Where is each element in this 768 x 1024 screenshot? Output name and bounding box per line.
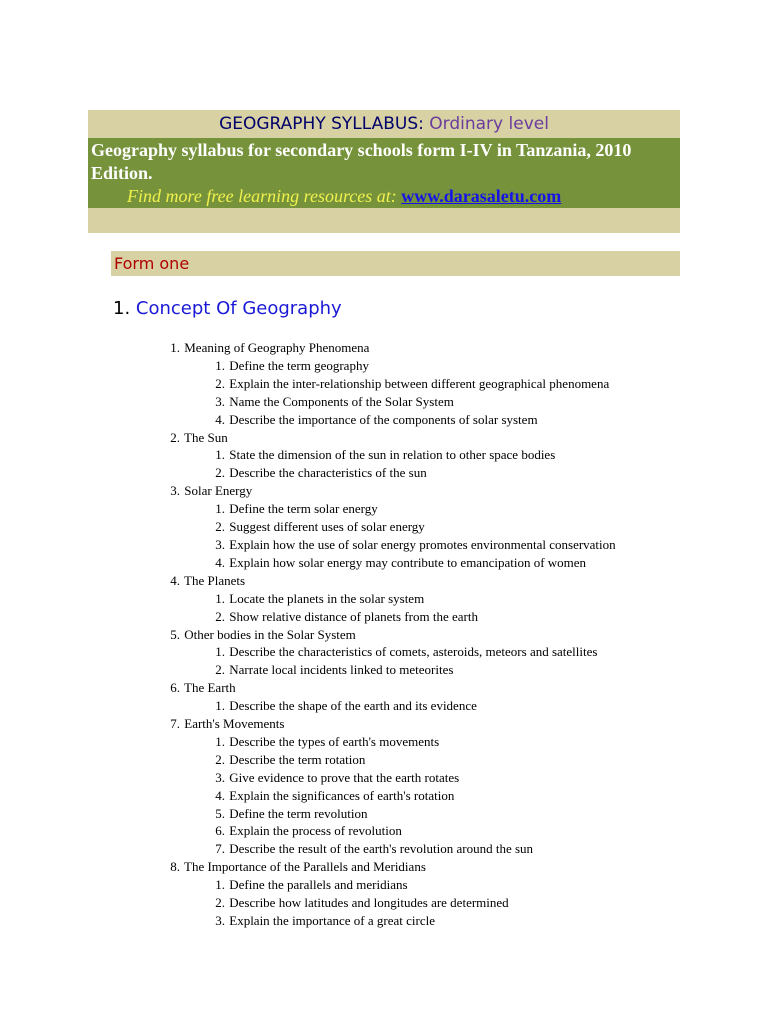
subtopic-item: [156, 894, 746, 912]
subtopic-number: 2.: [215, 608, 225, 624]
topic-number: 3.: [170, 483, 180, 499]
topic-number: 5.: [170, 626, 180, 642]
subtopic-number: 5.: [215, 805, 225, 821]
section-number: 1.: [113, 298, 131, 319]
subtitle-block: [88, 138, 680, 208]
topic-label: Solar Energy: [184, 483, 253, 499]
topic-item: [156, 429, 746, 447]
subtopic-number: 1.: [215, 698, 225, 714]
subtopic-item: [156, 500, 746, 518]
topic-number: 1.: [170, 340, 180, 355]
subtopic-number: 1.: [215, 501, 225, 517]
subtopic-item: [156, 840, 746, 858]
syllabus-subtitle: Geography syllabus for secondary schools form I-IV in Tanzania, 2010 Edition.: [91, 140, 632, 183]
subtopic-number: 2.: [215, 375, 225, 391]
subtopic-number: 2.: [215, 895, 225, 911]
syllabus-level: Ordinary level: [429, 114, 549, 134]
subtopic-number: 1.: [215, 357, 225, 373]
subtopic-label: Describe the types of earth's movements: [229, 733, 440, 749]
subtopic-item: [156, 643, 746, 661]
subtopic-item: [156, 661, 746, 679]
topic-number: 8.: [170, 859, 180, 875]
subtopic-item: [156, 751, 746, 769]
subtopic-label: Describe the importance of the components of solar system: [229, 411, 538, 427]
topic-item: [156, 626, 746, 644]
subtopic-item: [156, 393, 746, 411]
subtopic-item: [156, 554, 746, 572]
subtopic-label: Describe how latitudes and longitudes are determined: [229, 895, 509, 911]
subtopic-item: [156, 446, 746, 464]
subtopic-number: 4.: [215, 787, 225, 803]
subtopic-label: Describe the shape of the earth and its evidence: [229, 698, 477, 714]
darasaletu-link[interactable]: www.darasaletu.com: [401, 186, 562, 206]
subtopic-item: [156, 733, 746, 751]
subtopic-label: Suggest different uses of solar energy: [229, 519, 425, 535]
topic-item: [156, 679, 746, 697]
topic-label: Earth's Movements: [184, 716, 285, 732]
subtopic-item: [156, 608, 746, 626]
subtopic-label: Define the term revolution: [229, 805, 368, 821]
subtopic-label: Explain the inter-relationship between different geographical phenomena: [229, 375, 610, 391]
subtopic-label: Show relative distance of planets from the earth: [229, 608, 478, 624]
form-one-heading: Form one: [111, 251, 680, 276]
subtopic-item: [156, 876, 746, 894]
subtopic-label: Explain the importance of a great circle: [229, 913, 435, 928]
subtopic-label: Name the Components of the Solar System: [229, 393, 454, 409]
section-name: Concept Of Geography: [135, 298, 342, 319]
subtopic-item: [156, 590, 746, 608]
section-title: [113, 296, 342, 322]
subtopic-label: Describe the characteristics of the sun: [229, 465, 427, 481]
topic-label: The Sun: [184, 429, 228, 445]
subtopic-number: 1.: [215, 447, 225, 463]
subtopic-label: Locate the planets in the solar system: [229, 590, 425, 606]
subtopic-label: Define the term geography: [229, 357, 369, 373]
subtopic-label: Describe the term rotation: [229, 751, 366, 767]
subtopic-number: 3.: [215, 913, 225, 928]
subtopic-item: [156, 375, 746, 393]
subtopic-number: 2.: [215, 519, 225, 535]
subtopic-number: 1.: [215, 733, 225, 749]
subtopic-number: 2.: [215, 751, 225, 767]
subtopic-label: Define the parallels and meridians: [229, 877, 408, 893]
topic-label: Other bodies in the Solar System: [184, 626, 356, 642]
topic-item: [156, 715, 746, 733]
topic-item: [156, 482, 746, 500]
subtopic-item: [156, 805, 746, 823]
subtopic-item: [156, 411, 746, 429]
syllabus-header: [88, 110, 680, 233]
syllabus-title: GEOGRAPHY SYLLABUS:: [219, 114, 424, 134]
subtopic-item: [156, 787, 746, 805]
topic-number: 6.: [170, 680, 180, 696]
topic-number: 2.: [170, 429, 180, 445]
topic-number: 4.: [170, 572, 180, 588]
subtopic-number: 3.: [215, 769, 225, 785]
title-row: [88, 110, 680, 138]
subtopic-label: Explain how the use of solar energy promotes environmental conservation: [229, 536, 616, 552]
topic-label: Meaning of Geography Phenomena: [184, 340, 370, 355]
subtopic-label: Explain how solar energy may contribute to emancipation of women: [229, 554, 587, 570]
subtopic-number: 1.: [215, 590, 225, 606]
subtopic-number: 3.: [215, 536, 225, 552]
subtopic-label: Give evidence to prove that the earth rotates: [229, 769, 460, 785]
subtopic-item: [156, 769, 746, 787]
subtopic-number: 7.: [215, 841, 225, 857]
subtopic-label: Explain the process of revolution: [229, 823, 402, 839]
subtopic-label: Narrate local incidents linked to meteorites: [229, 662, 454, 678]
subtopic-number: 2.: [215, 662, 225, 678]
subtopic-item: [156, 822, 746, 840]
subtopic-number: 2.: [215, 465, 225, 481]
subtopic-item: [156, 697, 746, 715]
subtopic-item: [156, 464, 746, 482]
topic-outline: [156, 339, 746, 930]
topic-item: [156, 858, 746, 876]
topic-item: [156, 339, 746, 357]
topic-number: 7.: [170, 716, 180, 732]
subtopic-label: Explain the significances of earth's rotation: [229, 787, 455, 803]
subtopic-item: [156, 912, 746, 930]
topic-label: The Earth: [184, 680, 236, 696]
topic-label: The Planets: [184, 572, 246, 588]
subtopic-number: 3.: [215, 393, 225, 409]
subtopic-item: [156, 518, 746, 536]
subtopic-number: 4.: [215, 554, 225, 570]
subtopic-label: Define the term solar energy: [229, 501, 378, 517]
topic-item: [156, 572, 746, 590]
subtopic-label: State the dimension of the sun in relation to other space bodies: [229, 447, 556, 463]
subtopic-item: [156, 536, 746, 554]
subtopic-label: Describe the characteristics of comets, asteroids, meteors and satellites: [229, 644, 598, 660]
header-spacer-row: [88, 208, 680, 233]
resources-text: Find more free learning resources at:: [127, 186, 397, 206]
subtopic-label: Describe the result of the earth's revolution around the sun: [229, 841, 534, 857]
subtopic-item: [156, 357, 746, 375]
subtopic-number: 4.: [215, 411, 225, 427]
subtopic-number: 6.: [215, 823, 225, 839]
resources-line: [91, 185, 680, 208]
subtopic-number: 1.: [215, 877, 225, 893]
topic-label: The Importance of the Parallels and Meridians: [184, 859, 426, 875]
subtopic-number: 1.: [215, 644, 225, 660]
